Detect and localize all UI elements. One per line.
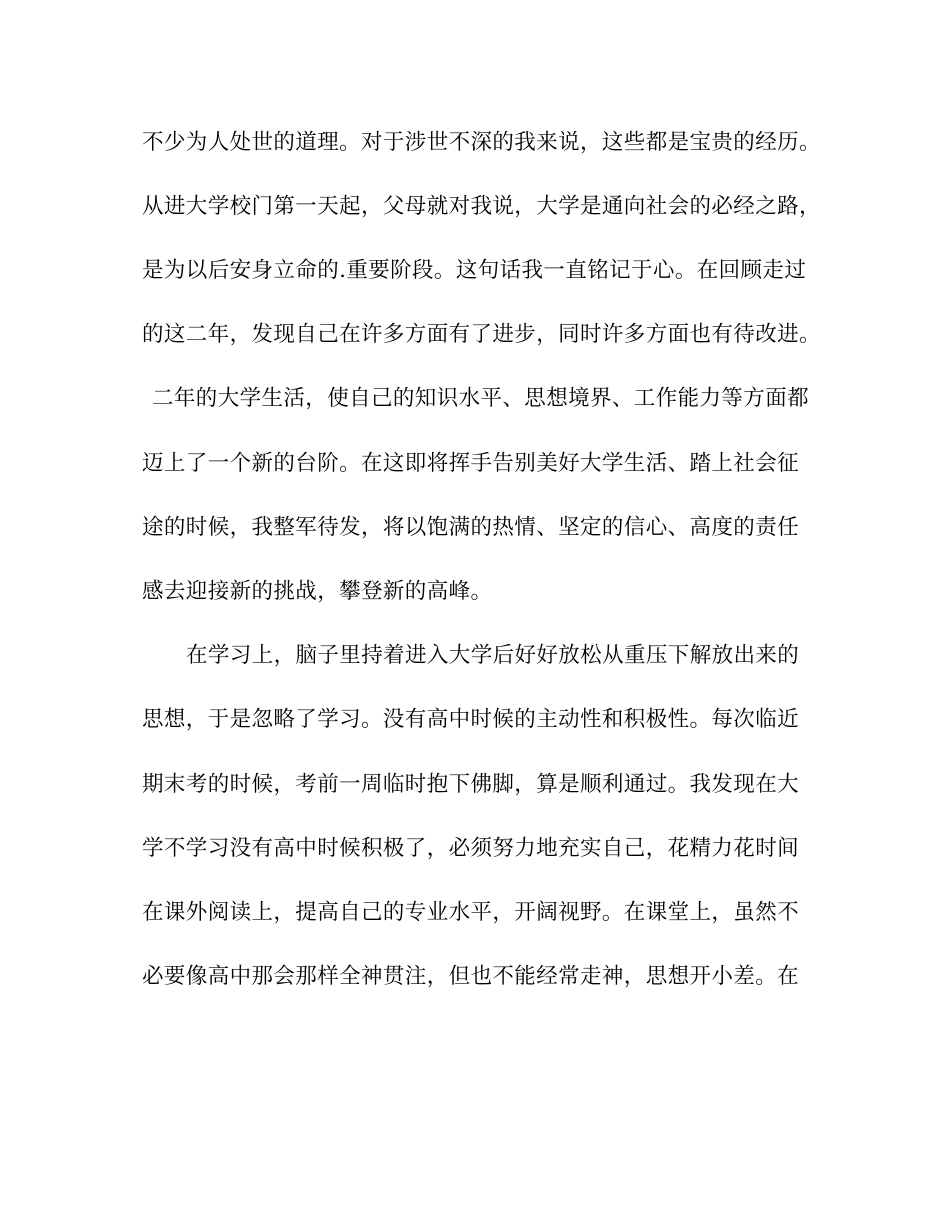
text-line: 迈上了一个新的台阶。在这即将挥手告别美好大学生活、踏上社会征 (142, 451, 800, 476)
text-line: 学不学习没有高中时候积极了，必须努力地充实自己，花精力花时间 (142, 836, 800, 861)
text-line: 的这二年，发现自己在许多方面有了进步，同时许多方面也有待改进。 (142, 322, 821, 347)
text-line: 期末考的时候，考前一周临时抱下佛脚，算是顺利通过。我发现在大 (142, 772, 800, 797)
text-line: 二年的大学生活，使自己的知识水平、思想境界、工作能力等方面都 (152, 386, 810, 411)
text-line: 感去迎接新的挑战，攀登新的高峰。 (142, 579, 493, 604)
text-line: 不少为人处世的道理。对于涉世不深的我来说，这些都是宝贵的经历。 (142, 130, 821, 155)
text-line: 在课外阅读上，提高自己的专业水平，开阔视野。在课堂上，虽然不 (142, 900, 800, 925)
paragraph-first-line: 在学习上，脑子里持着进入大学后好好放松从重压下解放出来的 (186, 643, 800, 668)
text-line: 从进大学校门第一天起，父母就对我说，大学是通向社会的必经之路， (142, 194, 821, 219)
text-line: 是为以后安身立命的.重要阶段。这句话我一直铭记于心。在回顾走过 (142, 258, 807, 283)
text-line: 思想，于是忽略了学习。没有高中时候的主动性和积极性。每次临近 (142, 707, 800, 732)
text-line: 途的时候，我整军待发，将以饱满的热情、坚定的信心、高度的责任 (142, 515, 800, 540)
text-line: 必要像高中那会那样全神贯注，但也不能经常走神，思想开小差。在 (142, 964, 800, 989)
